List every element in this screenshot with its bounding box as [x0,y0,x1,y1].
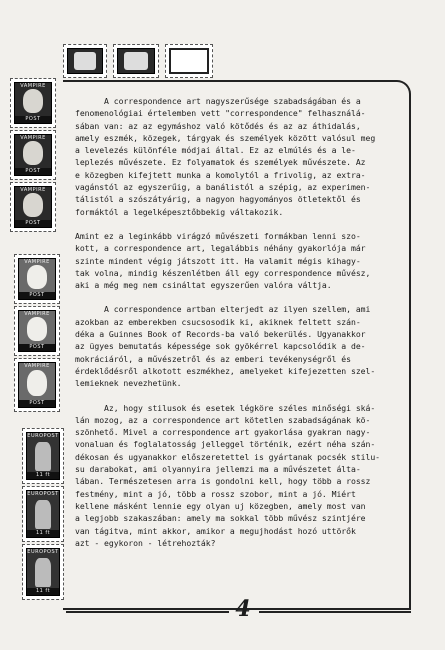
left-stamp-3 [10,182,56,232]
text-line: a legjobb szakaszában: amely ma sokkal több művész szintjére [75,513,366,524]
top-stamp-2 [113,44,159,78]
text-line: lában. Természetesen arra is gondolni kell, hogy több a rossz [75,476,371,487]
text-line: dékosan és ugyanakkor előszeretettel is gyártanak pocsék stilu- [75,451,381,462]
bottom-rule-left [66,611,229,613]
left-stamp-5 [14,306,60,356]
text-line: vagánstól az egyszerűig, a banálistól a szépig, az experimen- [75,182,371,193]
text-line: kott, a correspondence art, legalábbis néhány gyakorlója már [75,243,366,254]
text-line: A correspondence art nagyszerűsége szabadságában és a [75,96,361,106]
stamp-bottom-label: POST [19,344,55,351]
stamp-top-label: EUROPOST [27,491,59,497]
left-stamp-8 [22,486,64,542]
stamp-bottom-label: POST [19,400,55,407]
text-line: vonaluan és foglalatosság jelleggel történik, ezért néha szán- [75,439,376,450]
stamp-bottom-label: 11 ft [27,472,59,479]
paragraph-1 [75,95,415,218]
text-line: tak volna, mindig készenlétben áll egy correspondence művész, [75,267,371,278]
stamp-top-label: VAMPIRE [20,83,46,89]
text-line: lán mozog, az a correspondence art kötetlen szabadságának kö- [75,414,371,425]
left-stamp-7 [22,428,64,484]
text-line: sában van: az az egymáshoz való kötődés és az az áthidalás, [75,120,361,131]
text-line: formáktól a legelképesztőbbekig váltakozik. [75,206,284,217]
text-line: leplezés művészete. Ez folyamatok és személyek művészete. Az [75,157,366,168]
stamp-top-label: VAMPIRE [24,363,50,369]
paragraph-4 [75,402,415,550]
text-line: az ügyes bemutatás képessége sok gyökérrel kapcsolódik a de- [75,341,366,352]
text-line: fenomenológiai értelemben vett "correspondence" felhasználá- [75,108,366,119]
left-stamp-2 [10,130,56,180]
page-number: 4 [235,596,251,622]
left-stamp-9 [22,544,64,600]
stamp-top-label: VAMPIRE [20,135,46,141]
text-line: festmény, mint a jó, több a rossz szobor, mint a jó. Miért [75,488,356,499]
stamp-top-label: VAMPIRE [24,311,50,317]
stamp-bottom-label: POST [15,116,51,123]
text-line: szinte mindent végig játszott itt. Ha valamit mégis kihagy- [75,255,361,266]
text-line: a levelezés különféle módjai által. Ez az elmúlés és a le- [75,145,356,156]
stamp-bottom-label: 11 ft [27,530,59,537]
stamp-bottom-label: POST [15,168,51,175]
stamp-top-label: VAMPIRE [24,259,50,265]
left-stamp-4 [14,254,60,304]
text-line: aki a még meg nem csináltat egyszerűen valóra váltja. [75,280,332,291]
text-line: szönhető. Mivel a correspondence art gyakorlása gyakran nagy- [75,427,371,438]
text-line: van tágitva, mint akkor, amikor a megujhodást hozó uttörők [75,525,356,536]
top-stamp-3 [165,44,213,78]
top-stamp-1 [63,44,107,78]
stamp-top-label: EUROPOST [27,549,59,555]
text-line: amely eszmék, közegek, tárgyak és személyek között valósul meg [75,132,376,143]
left-stamp-1 [10,78,56,128]
stamp-bottom-label: POST [15,220,51,227]
paragraph-2 [75,230,415,291]
text-line: érdeklődésről alkotott eszmékhez, amelyeket kifejezetten szel- [75,365,376,376]
stamp-top-label: VAMPIRE [20,187,46,193]
bottom-rule-right [259,611,411,613]
stamp-top-label: EUROPOST [27,433,59,439]
text-line: azt - egykoron - létrehozták? [75,537,216,548]
text-line: kellene másként lennie egy olyan uj közegben, amely most van [75,500,366,511]
text-line: su darabokat, ami olyannyira jellemzi ma a művészetet álta- [75,464,361,475]
text-line: mokráciáról, a művészetről és az emberi tevékenységről és [75,353,351,364]
text-line: Az, hogy stilusok és esetek légköre széles minőségi ská- [75,402,376,413]
body-text [75,95,415,561]
text-line: A correspondence artban elterjedt az ilyen szellem, ami [75,304,371,315]
stamp-bottom-label: 11 ft [27,588,59,595]
text-line: lemieknek nevezhetünk. [75,378,182,389]
paragraph-3 [75,303,415,389]
text-line: tálistól a szószátyárig, a nagyon hagyományos ötletektől és [75,194,361,205]
left-stamp-6 [14,358,60,412]
text-line: déka a Guinnes Book of Records-ba való bekerülés. Ugyanakkor [75,329,366,340]
text-line: azokban az emberekben csucsosodik ki, akiknek feltett szán- [75,316,361,327]
stamp-bottom-label: POST [19,292,55,299]
text-line: e közegben kifejtett munka a komolytól a frivolig, az extra- [75,169,366,180]
text-line: Amint ez a leginkább virágzó művészeti formákban lenni szo- [75,230,361,241]
